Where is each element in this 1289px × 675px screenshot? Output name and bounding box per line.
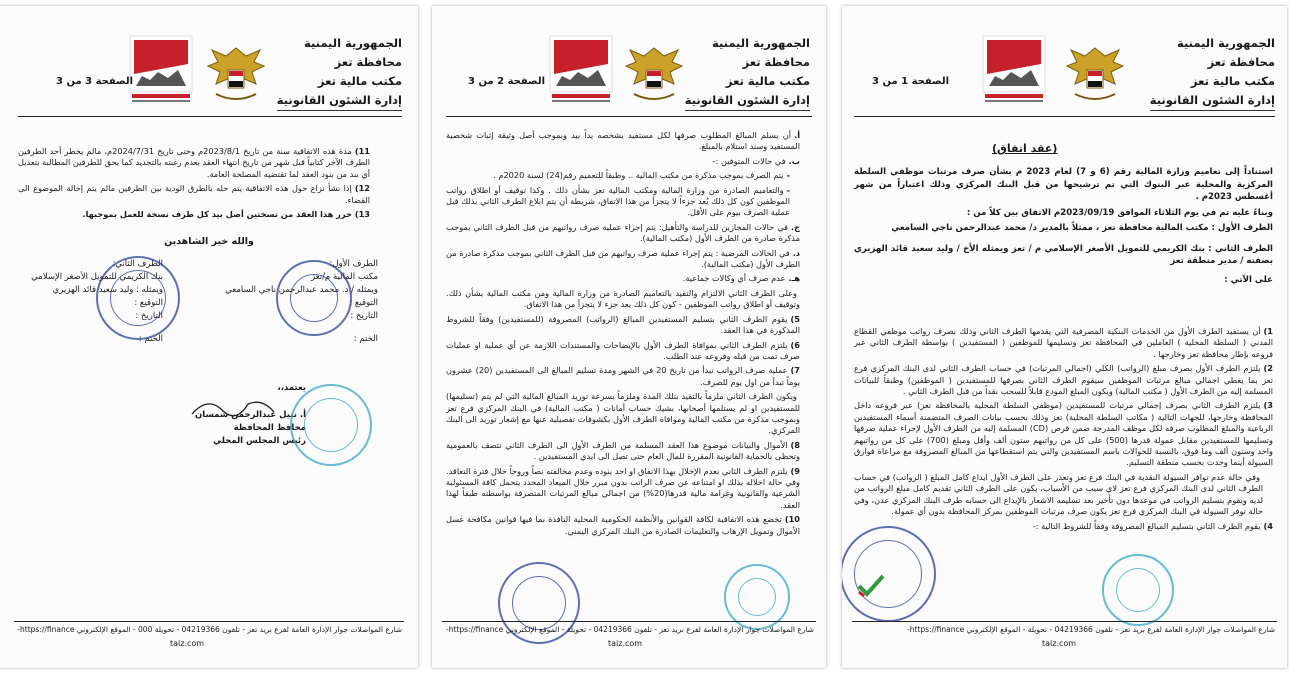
clause-12: 12)إذا نشأ نزاع حول هذه الاتفاقية يتم حله بالطرق الودية بين الطرفين مالم يتم إحالة الموضوع الى القضاء. bbox=[18, 183, 370, 205]
first-party-rep: ويمثله / د. محمد عبدالرحمن ناجي السامعي bbox=[225, 285, 378, 295]
clause-3-continued: وفي حالة عدم توافر السيولة النقدية في البنك فرع تعز وتعذر على الطرف الأول ايداع كامل المبلغ ( الرواتب) في حساب الطرف الثاني لدى البنك المركزي فرع تعز لاي سبب من الأسباب، يكون على الطرف الثاني تقديم كامل مبلغ الرواتب من لديه ويقوم بتسليم الرواتب في موعدها دون تأخير بعد تسليمه الاشعار بالإيداع الى حسابه طرف البنك المركزي عدن، وفي حالة توفر السيولة في البنك المركزي فرع تعز يكون صرف مرتبات الموظفين بمركز المحافظة بدون أي عمولة. bbox=[854, 471, 1263, 517]
clause-item: 8)الأموال والبيانات موضوع هذا العقد المسلمة من الطرف الأول الى الطرف الثاني تتصف بالعمومية وتحظى بالحماية القانونية المقررة للمال العام حتى تصل الى ايدي المستفيدين . bbox=[446, 439, 800, 462]
footer-divider bbox=[852, 621, 1277, 622]
second-party-org: بنك الكريمي للتمويل الأصغر الإسلامي bbox=[31, 272, 163, 282]
footer-divider bbox=[442, 621, 816, 622]
second-party-rep: ويمثله : وليد سعيد قائد الهزيري bbox=[52, 285, 163, 295]
clause-3: 3)يلتزم الطرف الثاني بصرف إجمالي مرتبات للمستفيدين (موظفي السلطة المحلية بالمحافظة تعز) عبر فروعه داخل المحافظة وخارجها، للجهات التالية ( مكاتب السلطة المحلية) تعز وذلك بحسب بيانات الصرف المتضمنة أسماء المستفيدين الرباعية والمبلغ المطلوب صرفه لكل موظف المدرجة ضمن قرص (CD) المسلمة إليه من الطرف الأول لإجراء عملية صرفها وتسليمها للمستفيدين مقابل عمولة قدرها (500) على كل من رواتبهم ستون ألف وأقل ومبلغ (700) على كل من رواتبهم واحد وستون ألف وما فوق، بالنسبة للحوالات باسم المستفيدين والتي يتم استقطاعها من المبالغ المصروفة مع مراعاة فوارق السيولة أينما وجدت بحسب منطقة التسليم. bbox=[854, 400, 1273, 468]
footer-address: شارع المواصلات جوار الإدارة العامة لفرع بريد تعز - تلفون 04219366 - تحويلة 000 - الموقع الإلكتروني https://finance- bbox=[17, 625, 402, 634]
footer-url: taiz.com bbox=[1042, 639, 1077, 648]
contract-clauses bbox=[854, 326, 1273, 535]
department-name: إدارة الشئون القانونية bbox=[1150, 91, 1275, 111]
first-party-date: التاريخ : bbox=[350, 311, 378, 321]
approval-name: أ. نبيل عبدالرحمن شمسان bbox=[195, 410, 306, 420]
footer-url: taiz.com bbox=[170, 639, 205, 648]
agreement-line: وبناءً عليه تم في يوم الثلاثاء الموافق 2023/09/19م الاتفاق بين كلاً من : bbox=[966, 207, 1273, 218]
governor-stamp bbox=[290, 384, 372, 466]
country-name: الجمهورية اليمنية bbox=[303, 36, 402, 50]
header-divider bbox=[854, 116, 1275, 117]
on-following-line: على الآتي : bbox=[1224, 274, 1273, 285]
taiz-culture-logo-icon bbox=[548, 34, 614, 106]
clause-1: 1)أن يستفيد الطرف الأول من الخدمات البنكية المصرفية التي يقدمها الطرف الثاني وذلك بصرف رواتب موظفي القطاع المدني ( السلطة المحلية ) العاملين في المحافظة تعز وتسليمها للموظفين ( المستفيدين ) بواسطة الطرف الثاني عبر فروعه بإطار محافظة تعز وخارجها . bbox=[854, 326, 1273, 359]
office-name: مكتب مالية تعز bbox=[1190, 74, 1275, 88]
clause-2: 2)يلتزم الطرف الأول بصرف مبلغ (الرواتب) الكلي (اجمالي المرتبات) في حساب الطرف الثاني لدى البنك المركزي فرع تعز بما يغطي اجمالي مبالغ مرتبات الموظفين سيقوم الطرف الثاني بصرفها للمستفيدين ( الموظفين) وطبقاً للبيانات المسلمة إليه من الطرف الأول ( مكتب المالية) ويكون المبلغ المودع قابلاً للسحب نقداً من قبل الطرف الثاني . bbox=[854, 363, 1273, 397]
clause-item: 5)يقوم الطرف الثاني بتسليم المستفيدين المبالغ (الرواتب) المصروفة (للمستفيدين) وفقاً للشروط المذكورة في هذا العقد. bbox=[446, 313, 800, 336]
clause-11: 11)مدة هذه الاتفاقية سنة من تاريخ 2023/8/1م وحتى تاريخ 2024/7/31م، مالم يخطر أحد الطرفين الطرف الآخر كتابياً قبل شهر من تاريخ انتهاء العقد بعدم رغبته بالتجديد كما يحق للطرفين المطالبة بتعديل أي بند من بنود العقد لما تقتضيه المصلحة العامة. bbox=[18, 146, 371, 179]
clause-item: 6)يلتزم الطرف الثاني بموافاة الطرف الأول بالإيضاحات والمستندات اللازمة عن أي عملية او عمليات صرف تمت من قبله وفروعه عند الطلب. bbox=[446, 339, 800, 361]
page-number: الصفحة 3 من 3 bbox=[56, 76, 134, 87]
governorate-name: محافظة تعز bbox=[1207, 55, 1275, 69]
clause-item: -يتم الصرف بموجب مذكرة من مكتب المالية .. وطبقاً للتعميم رقم(24) لسنة 2020م . bbox=[493, 170, 790, 181]
clause-item: هـ.عدم صرف أي وكالات جماعية. bbox=[682, 273, 800, 284]
finance-office-stamp bbox=[276, 260, 352, 336]
yemen-emblem-icon bbox=[1063, 40, 1127, 106]
intro-paragraph: استناداً إلى تعاميم وزارة المالية رقم (6 و 7) لعام 2023 م بشأن صرف مرتبات موظفي السلطة المركزية والمحلية عبر البنوك التي تم ترشيحها من قبل البنك المركزي وذلك اعتباراً من شهر أغسطس 2023م . bbox=[854, 167, 1273, 202]
first-party-seal: الختم : bbox=[353, 334, 378, 344]
letterhead bbox=[277, 34, 402, 111]
yemen-emblem-icon bbox=[204, 40, 268, 106]
country-name: الجمهورية اليمنية bbox=[711, 36, 810, 50]
footer-divider bbox=[14, 621, 404, 622]
clause-item: د.في الحالات المرضية : يتم إجراء عملية صرف رواتبهم من قبل الطرف الثاني بموجب مذكرة صادرة من الطرف الأول (مكتب المالية). bbox=[446, 247, 800, 270]
clause-item: -والتعاميم الصادرة من وزارة المالية ومكتب المالية تعز بشأن ذلك . وكذا توقيف أو اطلاق رواتب الموظفين كون كل ذلك يُعد جزءاً لا يتجزأ من هذا الاتفاق، شريطة أن يتم ابلاغ الطرف الثاني بذلك قبل عملية الصرف بيوم على الأقل. bbox=[446, 184, 790, 218]
contract-intro bbox=[854, 166, 1273, 289]
department-name: إدارة الشئون القانونية bbox=[277, 91, 402, 111]
witness-line: والله خير الشاهدين bbox=[164, 236, 254, 247]
second-party-seal: الختم : bbox=[138, 334, 163, 344]
document-page-3 bbox=[0, 6, 418, 668]
office-name: مكتب مالية تعز bbox=[317, 74, 402, 88]
clause-item: ب.في حالات المتوفين :- bbox=[712, 155, 800, 166]
letterhead bbox=[1150, 34, 1275, 111]
clause-4: 4)يقوم الطرف الثاني بتسليم المبالغ المصروفة وفقاً للشروط التالية :- bbox=[1032, 520, 1273, 531]
yemen-emblem-icon bbox=[622, 40, 686, 106]
second-party-sign: التوقيع : bbox=[134, 298, 163, 308]
header-divider bbox=[446, 116, 812, 117]
approval-label: يعتمد،، bbox=[277, 383, 306, 393]
bank-stamp bbox=[96, 256, 180, 340]
approval-title-2: رئيس المجلس المحلي bbox=[213, 436, 306, 446]
approval-title-1: محافظ المحافظة bbox=[233, 423, 306, 433]
clause-item: 10)تخضع هذه الاتفاقية لكافة القوانين والأنظمة الحكومية المحلية النافذة بما فيها قوانين مكافحة غسل الأموال وتمويل الإرهاب والتعليمات الصادرة من البنك المركزي اليمني. bbox=[446, 514, 800, 536]
first-party-line: الطرف الأول : مكتب المالية محافظة تعز ، ممثلاً بالمدير د/ محمد عبدالرحمن ناجي السامعي bbox=[891, 223, 1273, 233]
department-name: إدارة الشئون القانونية bbox=[685, 91, 810, 111]
clause-item: أ.أن يسلم المبالغ المطلوب صرفها لكل مستفيد بشخصه يداً بيد وبموجب أصل وثيقة إثبات شخصية المستفيد وسند استلام بالمبلغ. bbox=[446, 130, 800, 152]
document-page-1 bbox=[842, 6, 1287, 668]
clause-item: 9)يلتزم الطرف الثاني بعدم الإخلال بهذا الاتفاق او احد بنوده وعدم مخالفته نصاً وروحاً خلال فترة التعاقد. وفي حالة اخلاله بذلك او امتناعه عن صرف الراتب بدون مبرر خلال الميعاد المحدد يتحمل كافة المسئولية الشرعية والقانونية وغرامة مالية قدرها(20%) من اجمالي مبالغ المرتبات المتصرفة بواسطته طبقاً لهذا العقد. bbox=[446, 465, 800, 510]
letterhead bbox=[685, 34, 810, 111]
check-mark-icon bbox=[856, 572, 886, 598]
document-page-2 bbox=[432, 6, 826, 668]
footer-url: taiz.com bbox=[608, 639, 643, 648]
second-party-label: الطرف الثاني: bbox=[112, 259, 163, 269]
contract-clauses bbox=[446, 130, 800, 540]
office-name: مكتب مالية تعز bbox=[725, 74, 810, 88]
clause-item: ويكون الطرف الثاني ملزماً بالتقيد بتلك المدة وملزماً بسرعة توريد المبالغ المالية التي لم يتم (تسليمها) للمستفيدين او لم يستلمها أصحابها، بشيك حساب أمانات ( مكتب المالية) في البنك المركزي فرع تعز وبموجب مذكرة من مكتب المالية وموافاة الطرف الأول بكشوفات تفصيلية عنها مع إشعار توريد الى البنك المركزي. bbox=[446, 391, 800, 436]
page-number: الصفحة 1 من 3 bbox=[872, 76, 950, 87]
country-name: الجمهورية اليمنية bbox=[1176, 36, 1275, 50]
first-party-org: مكتب المالية م/تعز bbox=[310, 272, 378, 282]
header-divider bbox=[18, 116, 402, 117]
governorate-name: محافظة تعز bbox=[334, 55, 402, 69]
clause-item: 7)عملية صرف الرواتب تبدأ من تاريخ 20 في الشهر ومدة تسليم المبالغ الى المستفيدين (20) عشرون يوماً تبدأ من اول يوم للصرف. bbox=[446, 365, 800, 387]
first-party-label: الطرف الأول: bbox=[329, 259, 378, 269]
taiz-culture-logo-icon bbox=[128, 34, 194, 106]
second-party-line: الطرف الثاني : بنك الكريمي للتمويل الأصغر الإسلامي م / تعز ويمثله الأخ / وليد سعيد قائد الهزيري بصفته / مدير منطقة تعز bbox=[854, 243, 1273, 266]
second-party-date: التاريخ : bbox=[135, 311, 163, 321]
taiz-culture-logo-icon bbox=[981, 34, 1047, 106]
contract-title: (عقد اتفاق) bbox=[992, 142, 1058, 155]
footer-address: شارع المواصلات جوار الإدارة العامة لفرع بريد تعز - تلفون 04219366 - تحويلة - الموقع الإلكتروني https://finance- bbox=[446, 625, 814, 634]
clause-13: 13)حرر هذا العقد من نسختين أصل بيد كل طرف نسخة للعمل بموجبها. bbox=[82, 209, 370, 220]
first-party-sign: التوقيع : bbox=[349, 298, 378, 308]
clause-item: وعلى الطرف الثاني الالتزام والتقيد بالتعاميم الصادرة من وزارة المالية ومن مكتب المالية بشأن ذلك. وتوقيف أو اطلاق رواتب الموظفين - كون كل ذلك يعد جزء لا يتجزأ من هذا الاتفاق. bbox=[446, 287, 800, 310]
footer-address: شارع المواصلات جوار الإدارة العامة لفرع بريد تعز - تلفون 04219366 - تحويلة - الموقع الإلكتروني https://finance- bbox=[907, 625, 1275, 634]
finance-office-stamp bbox=[1102, 554, 1174, 626]
closing-clauses bbox=[18, 146, 370, 223]
clause-item: ج.في حالات المجازين للدراسة والتأهيل: يتم إجراء عملية صرف رواتبهم من قبل الطرف الثاني بموجب مذكرة صادرة من الطرف الأول (مكتب المالية). bbox=[446, 221, 800, 244]
page-number: الصفحة 2 من 3 bbox=[468, 76, 546, 87]
governorate-name: محافظة تعز bbox=[742, 55, 810, 69]
governor-signature-icon bbox=[188, 394, 278, 422]
